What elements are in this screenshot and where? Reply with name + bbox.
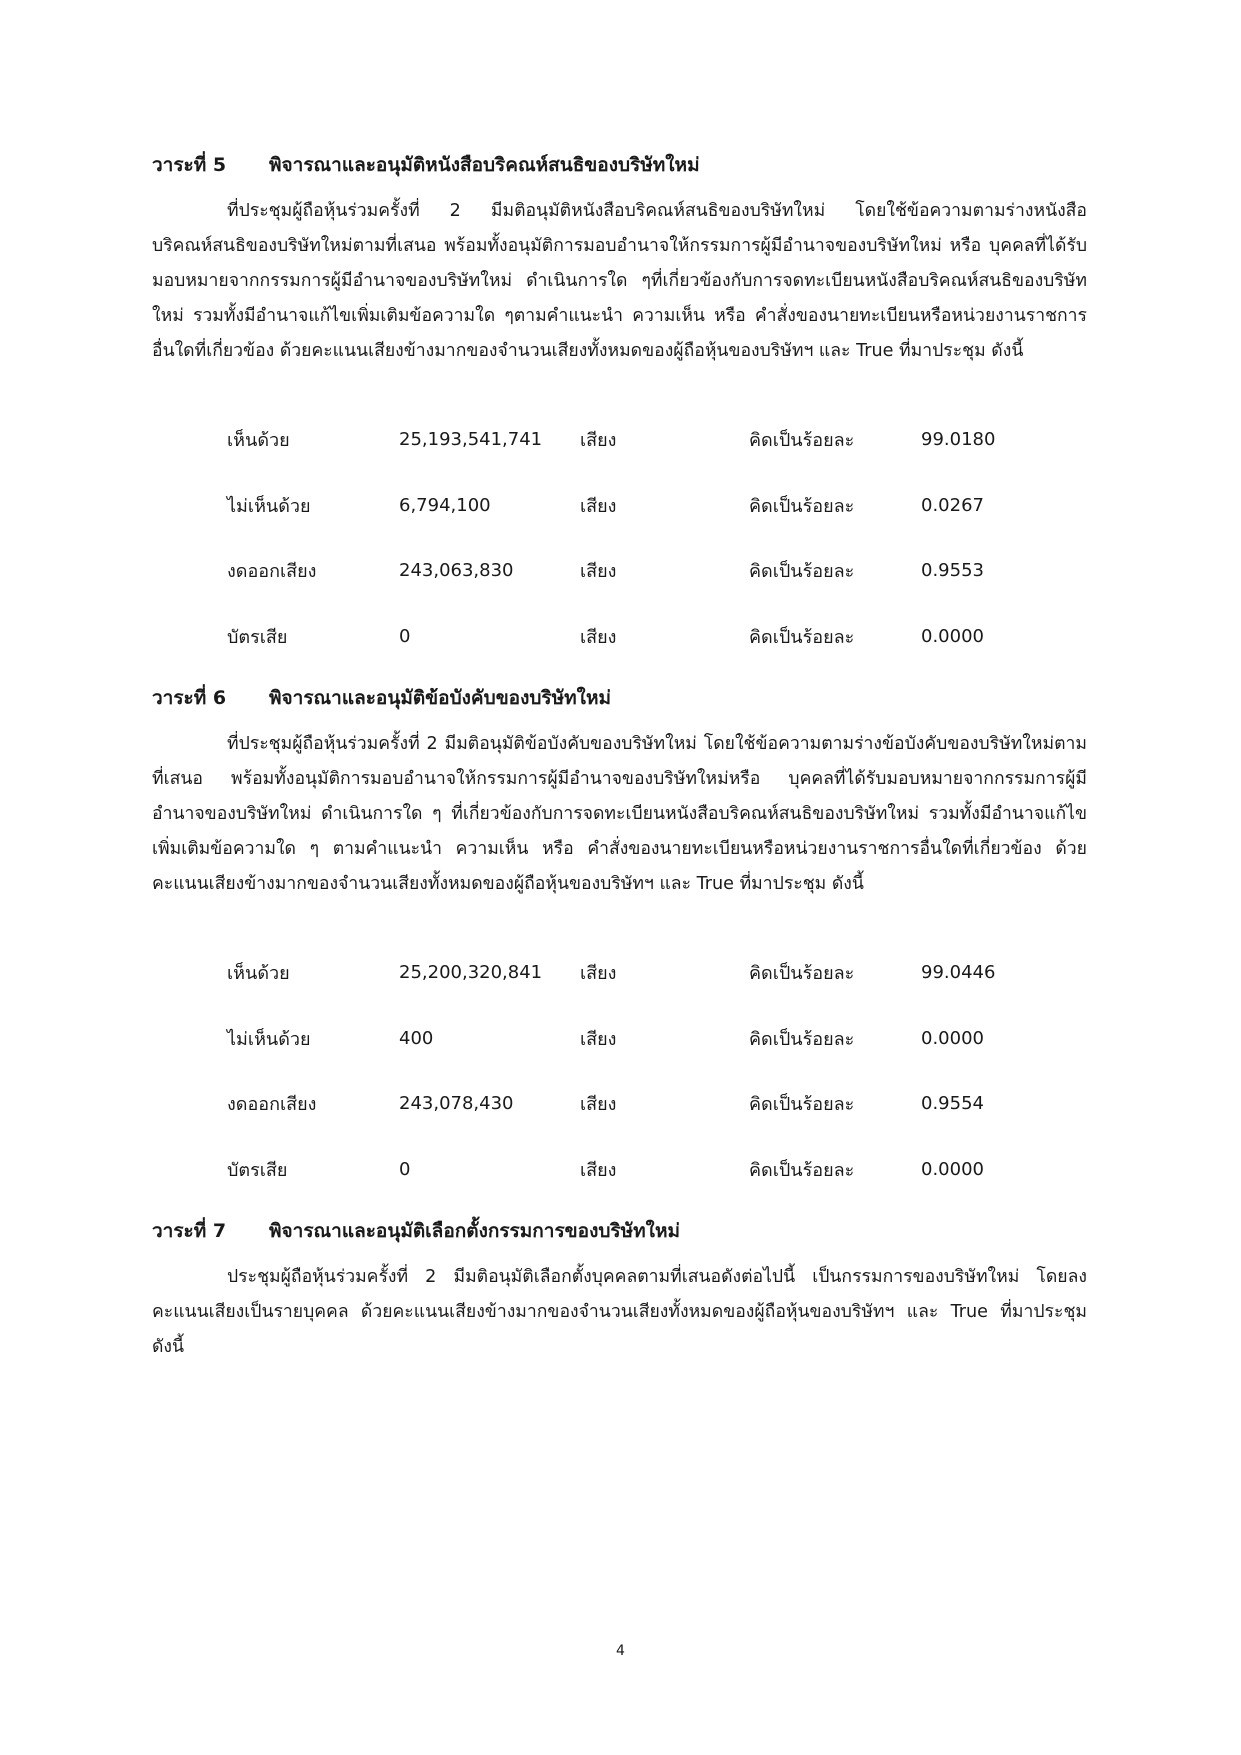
percent-label: คิดเป็นร้อยละ <box>749 1094 855 1116</box>
vote-results-table <box>227 407 1041 669</box>
agenda-title: พิจารณาและอนุมัติข้อบังคับของบริษัทใหม่ <box>269 687 612 709</box>
percent-label: คิดเป็นร้อยละ <box>749 626 855 648</box>
vote-row-void <box>227 604 1041 670</box>
document-page <box>152 150 1087 1365</box>
vote-count: 0 <box>399 1158 411 1180</box>
percent-value: 99.0446 <box>921 962 996 984</box>
agenda-number: วาระที่ 6 <box>152 687 227 709</box>
percent-label: คิดเป็นร้อยละ <box>749 1159 855 1181</box>
vote-row-approve <box>227 407 1041 473</box>
vote-label: บัตรเสีย <box>227 626 288 648</box>
agenda-resolution-text: ที่ประชุมผู้ถือหุ้นร่วมครั้งที่ 2 มีมติอนุมัติหนังสือบริคณห์สนธิของบริษัทใหม่ โดยใช้ข้อความตามร่างหนังสือบริคณห์สนธิของบริษัทใหม่ตามที่เสนอ พร้อมทั้งอนุมัติการมอบอำนาจให้กรรมการผู้มีอำนาจของบริษัทใหม่ หรือ บุคคลที่ได้รับมอบหมายจากกรรมการผู้มีอำนาจของบริษัทใหม่ ดำเนินการใด ๆที่เกี่ยวข้องกับการจดทะเบียนหนังสือบริคณห์สนธิของบริษัทใหม่ รวมทั้งมีอำนาจแก้ไขเพิ่มเติมข้อความใด ๆตามคำแนะนำ ความเห็น หรือ คำสั่งของนายทะเบียนหรือหน่วยงานราชการอื่นใดที่เกี่ยวข้อง ด้วยคะแนนเสียงข้างมากของจำนวนเสียงทั้งหมดของผู้ถือหุ้นของบริษัทฯ และ True ที่มาประชุม ดังนี้ <box>152 201 1087 361</box>
percent-value: 99.0180 <box>921 429 996 451</box>
agenda-section-7 <box>152 1216 1087 1365</box>
vote-count: 400 <box>399 1027 434 1049</box>
percent-label: คิดเป็นร้อยละ <box>749 430 855 452</box>
page-number: 4 <box>616 1643 625 1659</box>
vote-unit: เสียง <box>580 1028 617 1050</box>
vote-label: ไม่เห็นด้วย <box>227 1028 311 1050</box>
vote-unit: เสียง <box>580 1159 617 1181</box>
vote-row-abstain <box>227 538 1041 604</box>
agenda-section-5 <box>152 150 1087 669</box>
vote-count: 25,200,320,841 <box>399 962 543 984</box>
vote-count: 25,193,541,741 <box>399 429 543 451</box>
percent-label: คิดเป็นร้อยละ <box>749 495 855 517</box>
vote-row-disapprove <box>227 1006 1041 1072</box>
agenda-number: วาระที่ 5 <box>152 154 227 176</box>
vote-row-approve <box>227 940 1041 1006</box>
vote-count: 0 <box>399 625 411 647</box>
percent-label: คิดเป็นร้อยละ <box>749 561 855 583</box>
vote-label: บัตรเสีย <box>227 1159 288 1181</box>
vote-unit: เสียง <box>580 1094 617 1116</box>
agenda-number: วาระที่ 7 <box>152 1220 227 1242</box>
vote-row-abstain <box>227 1071 1041 1137</box>
vote-count: 6,794,100 <box>399 494 491 516</box>
vote-row-void <box>227 1137 1041 1203</box>
vote-unit: เสียง <box>580 430 617 452</box>
agenda-title: พิจารณาและอนุมัติเลือกตั้งกรรมการของบริษัทใหม่ <box>269 1220 680 1242</box>
agenda-heading <box>152 150 1087 180</box>
percent-label: คิดเป็นร้อยละ <box>749 963 855 985</box>
vote-label: งดออกเสียง <box>227 1094 317 1116</box>
agenda-heading <box>152 1216 1087 1246</box>
vote-label: ไม่เห็นด้วย <box>227 495 311 517</box>
percent-value: 0.0000 <box>921 1027 984 1049</box>
percent-value: 0.0000 <box>921 1158 984 1180</box>
percent-value: 0.9554 <box>921 1093 984 1115</box>
agenda-title: พิจารณาและอนุมัติหนังสือบริคณห์สนธิของบริษัทใหม่ <box>269 154 700 176</box>
vote-label: เห็นด้วย <box>227 430 290 452</box>
agenda-heading <box>152 683 1087 713</box>
vote-count: 243,078,430 <box>399 1093 514 1115</box>
vote-unit: เสียง <box>580 963 617 985</box>
agenda-section-6 <box>152 683 1087 1202</box>
vote-results-table <box>227 940 1041 1202</box>
vote-unit: เสียง <box>580 561 617 583</box>
vote-count: 243,063,830 <box>399 560 514 582</box>
vote-row-disapprove <box>227 473 1041 539</box>
vote-unit: เสียง <box>580 495 617 517</box>
vote-label: งดออกเสียง <box>227 561 317 583</box>
vote-label: เห็นด้วย <box>227 963 290 985</box>
agenda-resolution-text: ประชุมผู้ถือหุ้นร่วมครั้งที่ 2 มีมติอนุมัติเลือกตั้งบุคคลตามที่เสนอดังต่อไปนี้ เป็นกรรมการของบริษัทใหม่ โดยลงคะแนนเสียงเป็นรายบุคคล ด้วยคะแนนเสียงข้างมากของจำนวนเสียงทั้งหมดของผู้ถือหุ้นของบริษัทฯ และ True ที่มาประชุม ดังนี้ <box>152 1267 1087 1357</box>
agenda-resolution-text: ที่ประชุมผู้ถือหุ้นร่วมครั้งที่ 2 มีมติอนุมัติข้อบังคับของบริษัทใหม่ โดยใช้ข้อความตามร่างข้อบังคับของบริษัทใหม่ตามที่เสนอ พร้อมทั้งอนุมัติการมอบอำนาจให้กรรมการผู้มีอำนาจของบริษัทใหม่หรือ บุคคลที่ได้รับมอบหมายจากกรรมการผู้มีอำนาจของบริษัทใหม่ ดำเนินการใด ๆ ที่เกี่ยวข้องกับการจดทะเบียนหนังสือบริคณห์สนธิของบริษัทใหม่ รวมทั้งมีอำนาจแก้ไขเพิ่มเติมข้อความใด ๆ ตามคำแนะนำ ความเห็น หรือ คำสั่งของนายทะเบียนหรือหน่วยงานราชการอื่นใดที่เกี่ยวข้อง ด้วยคะแนนเสียงข้างมากของจำนวนเสียงทั้งหมดของผู้ถือหุ้นของบริษัทฯ และ True ที่มาประชุม ดังนี้ <box>152 734 1087 894</box>
percent-label: คิดเป็นร้อยละ <box>749 1028 855 1050</box>
percent-value: 0.0000 <box>921 625 984 647</box>
vote-unit: เสียง <box>580 626 617 648</box>
percent-value: 0.0267 <box>921 494 984 516</box>
percent-value: 0.9553 <box>921 560 984 582</box>
